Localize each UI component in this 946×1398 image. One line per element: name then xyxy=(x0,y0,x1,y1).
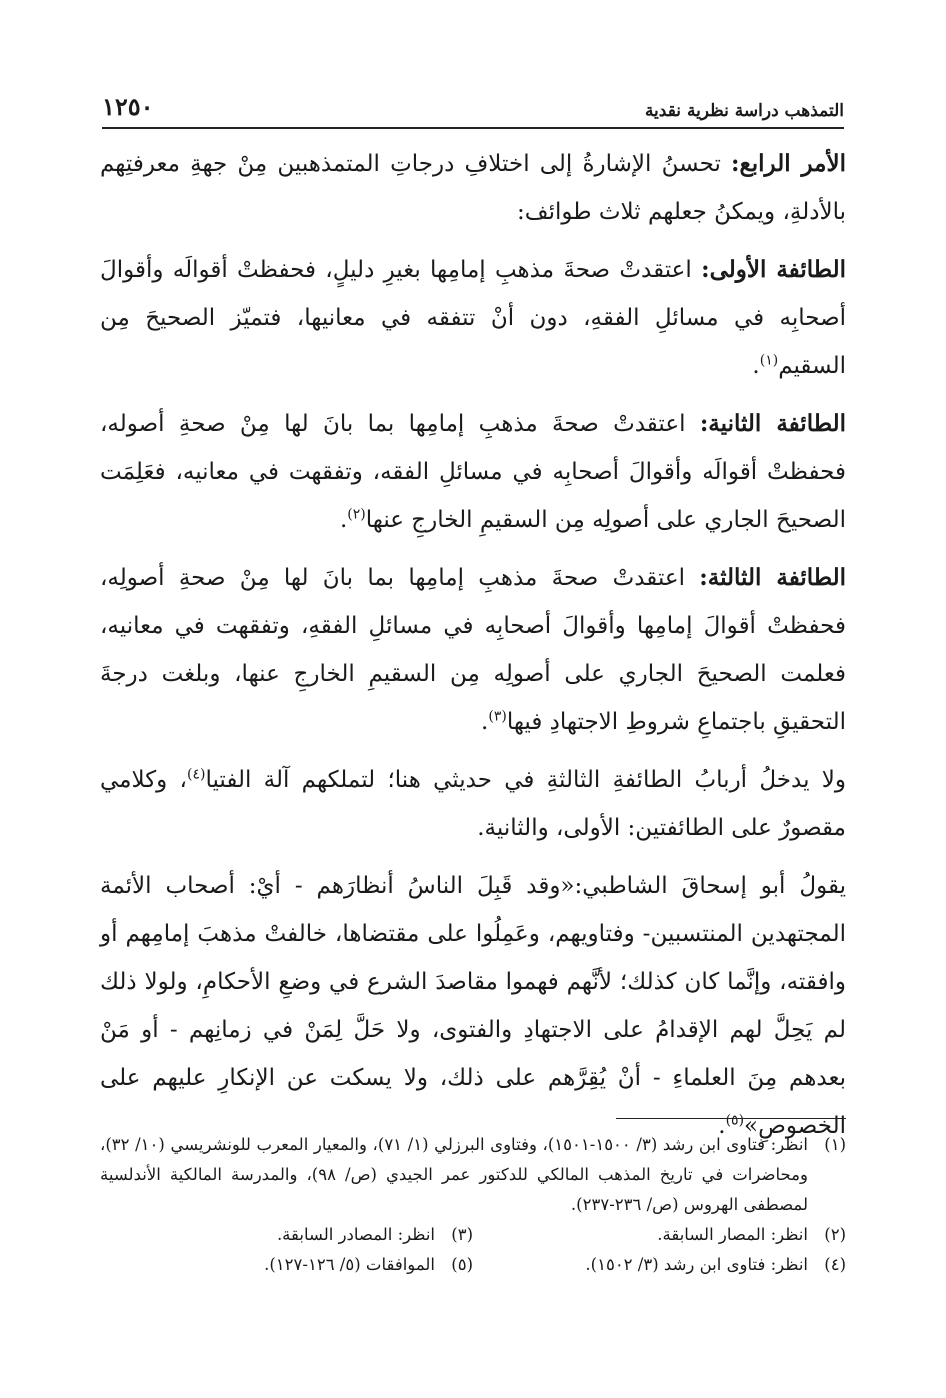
footnote-ref: (٢) xyxy=(347,506,366,523)
footnote-number: (١) xyxy=(824,1135,846,1154)
paragraph-second-group xyxy=(100,400,846,544)
running-header xyxy=(102,92,844,129)
footnote-1 xyxy=(100,1130,846,1220)
paragraph-scope xyxy=(100,756,846,852)
footnote-ref: (٤) xyxy=(186,766,206,783)
paragraph-text: تحسنُ الإشارةُ إلى اختلافِ درجاتِ المتمذهبين مِنْ جهةِ معرفتِهم بالأدلةِ، ويمكنُ جعلهم ثلاث طوائف: xyxy=(100,151,846,225)
paragraph-heading: الطائفة الثانية: xyxy=(699,410,846,437)
footnote-number: (٢) xyxy=(824,1225,846,1244)
page-number: ١٢٥٠ xyxy=(102,92,154,121)
paragraph-first-group xyxy=(100,246,846,390)
footnote-number: (٤) xyxy=(824,1255,846,1274)
paragraph-text-continued: ، وكلامي مقصورٌ على الطائفتين: الأولى، والثانية. xyxy=(100,767,846,841)
footnote-5 xyxy=(100,1250,473,1280)
header-title: التمذهب دراسة نظرية نقدية xyxy=(644,101,844,121)
main-text xyxy=(100,140,846,1160)
paragraph-fourth-matter xyxy=(100,140,846,236)
paragraph-text: ولا يدخلُ أربابُ الطائفةِ الثالثةِ في حديثي هنا؛ لتملكهم آلة الفتيا xyxy=(205,767,846,793)
paragraph-third-group xyxy=(100,554,846,746)
footnotes xyxy=(100,1130,846,1280)
footnote-ref: (١) xyxy=(759,352,779,369)
paragraph-end: . xyxy=(718,1113,726,1139)
footnote-2 xyxy=(473,1220,846,1250)
paragraph-heading: الأمر الرابع: xyxy=(731,150,846,177)
footnote-text: انظر: فتاوى ابن رشد (٣/ ١٥٠٠-١٥٠١)، وفتاوى البرزلي (١/ ٧١)، والمعيار المعرب للونشريسي (١٠/ ٣٢)، ومحاضرات في تاريخ المذهب المالكي للدكتور عمر الجيدي (ص/ ٩٨)، والمدرسة المالكية الأندلسية لمصطفى الهروس (ص/ ٢٣٦-٢٣٧). xyxy=(100,1135,809,1214)
paragraph-heading: الطائفة الأولى: xyxy=(701,256,846,283)
footnote-text: انظر: فتاوى ابن رشد (٣/ ١٥٠٢). xyxy=(585,1255,808,1274)
paragraph-text: اعتقدتْ صحةَ مذهبِ إمامِها بما بانَ لها مِنْ صحةِ أصولِه، فحفظتْ أقوالَ إمامِها وأقوالَ أصحابِه في مسائلِ الفقهِ، وتفقهت في معانيه، فعلمت الصحيحَ الجاري على أصولِه مِن السقيمِ الخارجِ عنها، وبلغت درجةَ التحقيقِ باجتماعِ شروطِ الاجتهادِ فيها xyxy=(100,565,846,735)
paragraph-heading: الطائفة الثالثة: xyxy=(699,564,847,591)
footnote-3 xyxy=(100,1220,473,1250)
footnote-divider xyxy=(616,1118,846,1119)
paragraph-end: . xyxy=(481,709,489,735)
paragraph-text: يقولُ أبو إسحاقَ الشاطبي:«وقد قَبِلَ الناسُ أنظارَهم - أيْ: أصحاب الأئمة المجتهدين المنتسبين- وفتاويهم، وعَمِلُوا على مقتضاها، خالفتْ مذهبَ إمامِهم أو وافقته، وإنَّما كان كذلك؛ لأنَّهم فهموا مقاصدَ الشرع في وضعِ الأحكامِ، ولولا ذلك لم يَحِلَّ لهم الإقدامُ على الاجتهادِ والفتوى، ولا حَلَّ لِمَنْ في زمانِهم - أو مَنْ بعدهم مِنَ العلماءِ - أنْ يُقِرَّهم على ذلك، ولا يسكت عن الإنكارِ عليهم على الخصوصِ» xyxy=(100,873,846,1139)
footnote-number: (٣) xyxy=(451,1225,473,1244)
paragraph-end: . xyxy=(752,353,760,379)
footnote-row xyxy=(100,1220,846,1250)
footnote-number: (٥) xyxy=(451,1255,473,1274)
footnote-text: الموافقات (٥/ ١٢٦-١٢٧). xyxy=(264,1255,435,1274)
paragraph-shatibi-quote xyxy=(100,862,846,1150)
footnote-4 xyxy=(473,1250,846,1280)
footnote-ref: (٣) xyxy=(488,708,507,725)
paragraph-text: اعتقدتْ صحةَ مذهبِ إمامِها بما بانَ لها مِنْ صحةِ أصوله، فحفظتْ أقوالَه وأقوالَ أصحابِه في مسائلِ الفقه، وتفقهت في معانيه، فعَلِمَت الصحيحَ الجاري على أصولِه مِن السقيمِ الخارجِ عنها xyxy=(100,411,846,533)
footnote-text: انظر: المصادر السابقة. xyxy=(276,1225,435,1244)
footnote-text: انظر: المصار السابقة. xyxy=(657,1225,808,1244)
paragraph-end: . xyxy=(339,507,348,533)
footnote-ref: (٥) xyxy=(725,1112,745,1129)
paragraph-text: اعتقدتْ صحةَ مذهبِ إمامِها بغيرِ دليلٍ، فحفظتْ أقوالَه وأقوالَ أصحابِه في مسائلِ الفقهِ، دون أنْ تتفقه في معانيها، فتميّز الصحيحَ مِن السقيم xyxy=(100,257,846,379)
footnote-row xyxy=(100,1250,846,1280)
